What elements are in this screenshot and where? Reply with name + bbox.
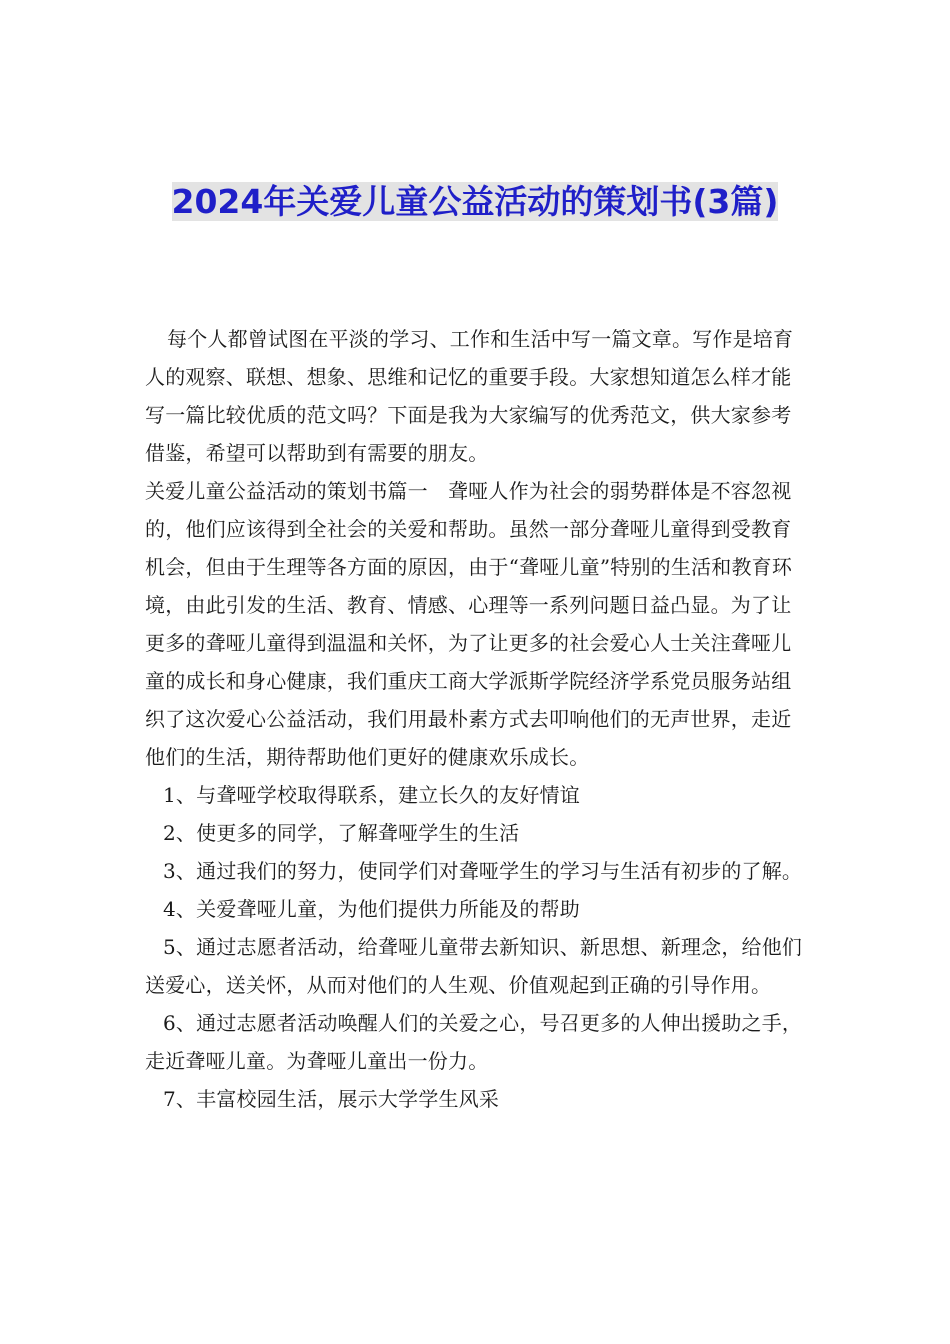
list-item: 5、通过志愿者活动，给聋哑儿童带去新知识、新思想、新理念，给他们送爱心，送关怀，从而对他们的人生观、价值观起到正确的引导作用。 bbox=[145, 935, 803, 997]
list-item: 2、使更多的同学，了解聋哑学生的生活 bbox=[163, 821, 520, 845]
list-item: 6、通过志愿者活动唤醒人们的关爱之心，号召更多的人伸出援助之手，走近聋哑儿童。为聋哑儿童出一份力。 bbox=[145, 1011, 803, 1073]
list-item: 1、与聋哑学校取得联系，建立长久的友好情谊 bbox=[163, 783, 580, 807]
document-body bbox=[145, 320, 807, 1118]
list-item: 3、通过我们的努力，使同学们对聋哑学生的学习与生活有初步的了解。 bbox=[163, 859, 803, 883]
list-item: 4、关爱聋哑儿童，为他们提供力所能及的帮助 bbox=[163, 897, 580, 921]
document-title bbox=[150, 178, 800, 226]
document-title-text: 2024年关爱儿童公益活动的策划书(3篇) bbox=[171, 182, 779, 221]
section-paragraph: 关爱儿童公益活动的策划书篇一 聋哑人作为社会的弱势群体是不容忽视的，他们应该得到全社会的关爱和帮助。虽然一部分聋哑儿童得到受教育机会，但由于生理等各方面的原因，由于“聋哑儿童”特别的生活和教育环境，由此引发的生活、教育、情感、心理等一系列问题日益凸显。为了让更多的聋哑儿童得到温温和关怀，为了让更多的社会爱心人士关注聋哑儿童的成长和身心健康，我们重庆工商大学派斯学院经济学系党员服务站组织了这次爱心公益活动，我们用最朴素方式去叩响他们的无声世界，走近他们的生活，期待帮助他们更好的健康欢乐成长。 bbox=[145, 479, 793, 769]
intro-paragraph: 每个人都曾试图在平淡的学习、工作和生活中写一篇文章。写作是培育人的观察、联想、想象、思维和记忆的重要手段。大家想知道怎么样才能写一篇比较优质的范文吗？下面是我为大家编写的优秀范文，供大家参考借鉴，希望可以帮助到有需要的朋友。 bbox=[145, 327, 794, 465]
list-item: 7、丰富校园生活，展示大学学生风采 bbox=[163, 1087, 500, 1111]
